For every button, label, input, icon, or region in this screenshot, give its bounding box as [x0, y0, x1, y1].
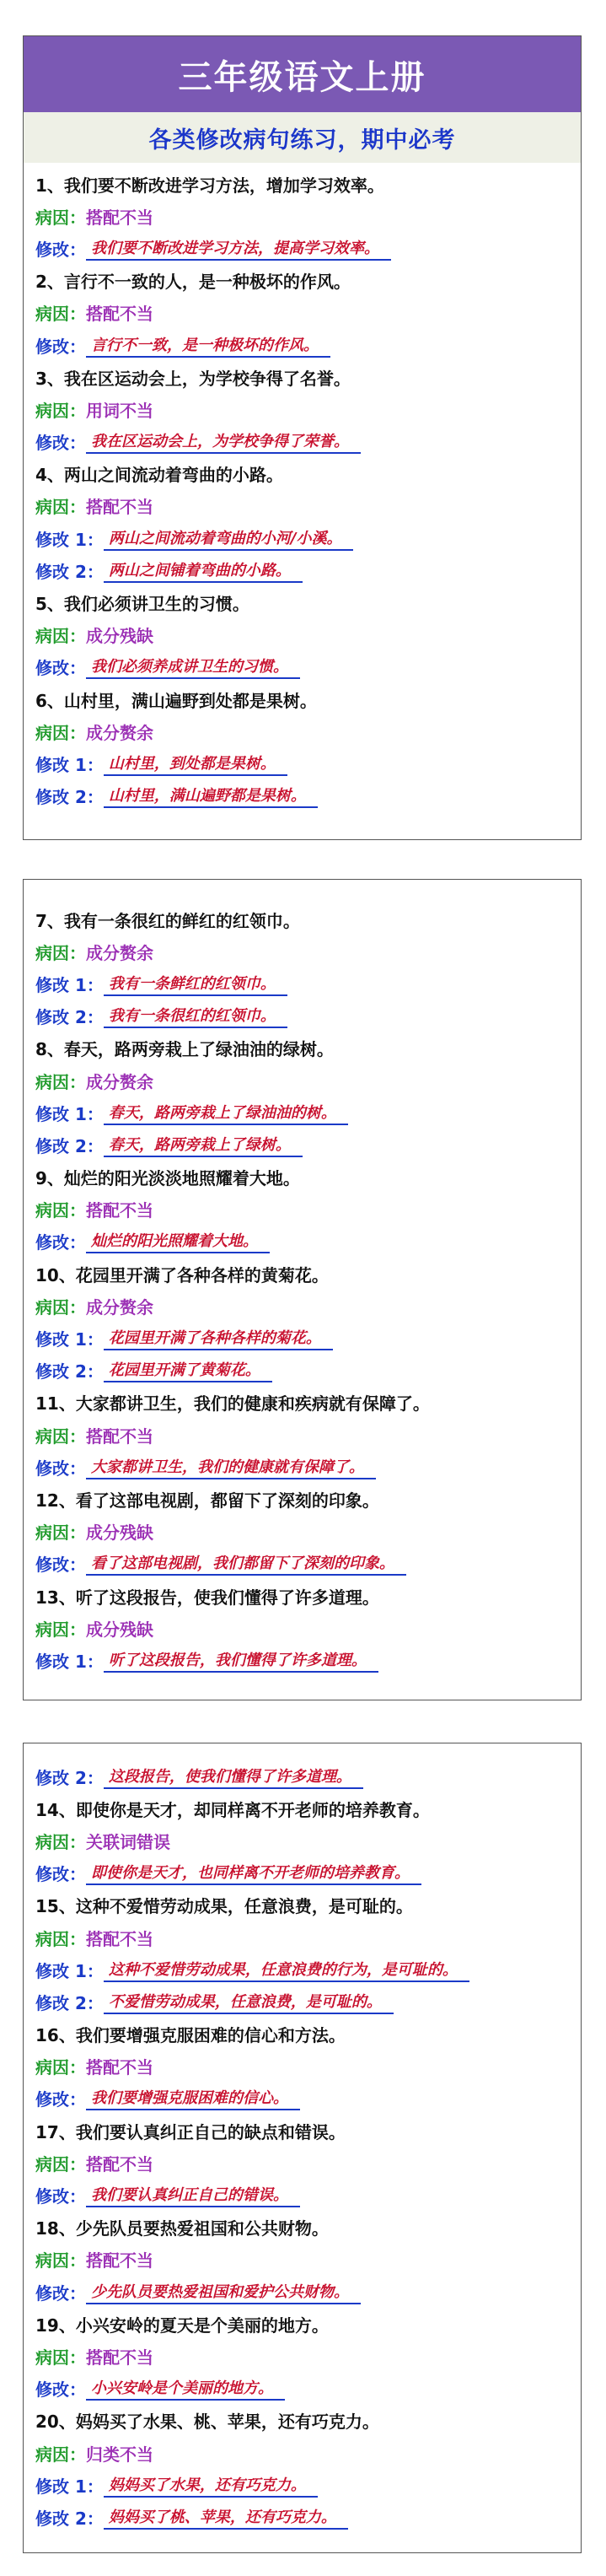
correction-label: 修改 1：	[35, 1103, 104, 1124]
correction-text: 我们必须养成讲卫生的习惯。	[86, 655, 300, 679]
question-line	[35, 1792, 581, 1824]
error-type-label: 病因：	[35, 2347, 86, 2368]
correction-label: 修改：	[35, 2089, 86, 2110]
correction-label: 修改 1：	[35, 1651, 104, 1672]
error-type-line	[35, 1824, 581, 1857]
correction-text: 言行不一致，是一种极坏的作风。	[86, 333, 330, 358]
correction-text: 山村里，到处都是果树。	[104, 752, 287, 776]
card-lines	[24, 880, 581, 1677]
question-text: 18、少先队员要热爱祖国和公共财物。	[35, 2218, 329, 2239]
question-line	[35, 683, 581, 715]
correction-line	[35, 1129, 581, 1161]
error-type-line	[35, 1419, 581, 1451]
error-type-value: 成分残缺	[86, 626, 153, 647]
error-type-line	[35, 2437, 581, 2469]
error-type-line	[35, 2244, 581, 2276]
question-text: 1、我们要不断改进学习方法，增加学习效率。	[35, 175, 384, 196]
correction-text: 大家都讲卫生，我们的健康就有保障了。	[86, 1455, 376, 1479]
question-text: 20、妈妈买了水果、桃、苹果，还有巧克力。	[35, 2412, 379, 2433]
error-type-value: 搭配不当	[86, 2153, 153, 2175]
question-line	[35, 361, 581, 393]
correction-text: 我们要不断改进学习方法，提高学习效率。	[86, 236, 391, 261]
error-type-line	[35, 2147, 581, 2179]
question-line	[35, 586, 581, 618]
error-type-line	[35, 200, 581, 232]
error-type-label: 病因：	[35, 207, 86, 228]
correction-line	[35, 1355, 581, 1387]
error-type-value: 成分残缺	[86, 1619, 153, 1640]
error-type-label: 病因：	[35, 1928, 86, 1949]
correction-line	[35, 1226, 581, 1258]
error-type-value: 搭配不当	[86, 1200, 153, 1221]
correction-text: 少先队员要热爱祖国和爱护公共财物。	[86, 2280, 361, 2304]
correction-text: 听了这段报告，我们懂得了许多道理。	[104, 1648, 378, 1673]
correction-line	[35, 1097, 581, 1129]
correction-label: 修改：	[35, 433, 86, 454]
question-text: 3、我在区运动会上，为学校争得了名誉。	[35, 368, 351, 389]
error-type-label: 病因：	[35, 722, 86, 743]
correction-line	[35, 747, 581, 779]
question-text: 7、我有一条很红的鲜红的红领巾。	[35, 910, 300, 931]
subtitle-bar	[24, 112, 581, 163]
correction-line	[35, 554, 581, 586]
error-type-line	[35, 935, 581, 967]
page-title: 三年级语文上册	[178, 57, 426, 97]
error-type-value: 成分赘余	[86, 1071, 153, 1092]
question-text: 12、看了这部电视剧，都留下了深刻的印象。	[35, 1490, 379, 1511]
error-type-line	[35, 619, 581, 651]
correction-label: 修改 1：	[35, 754, 104, 775]
question-text: 2、言行不一致的人，是一种极坏的作风。	[35, 272, 351, 293]
correction-line	[35, 2373, 581, 2405]
error-type-value: 搭配不当	[86, 207, 153, 228]
question-text: 8、春天，路两旁栽上了绿油油的绿树。	[35, 1039, 334, 1060]
error-type-value: 归类不当	[86, 2444, 153, 2465]
correction-text: 我们要增强克服困难的信心。	[86, 2086, 300, 2110]
error-type-label: 病因：	[35, 626, 86, 647]
error-type-label: 病因：	[35, 1071, 86, 1092]
correction-text: 我有一条很红的红领巾。	[104, 1004, 287, 1028]
error-type-value: 搭配不当	[86, 1425, 153, 1447]
correction-text: 小兴安岭是个美丽的地方。	[86, 2376, 285, 2401]
correction-line	[35, 1857, 581, 1889]
error-type-label: 病因：	[35, 400, 86, 421]
question-text: 11、大家都讲卫生，我们的健康和疾病就有保障了。	[35, 1393, 430, 1415]
correction-text: 即使你是天才，也同样离不开老师的培养教育。	[86, 1861, 421, 1885]
question-text: 16、我们要增强克服困难的信心和方法。	[35, 2025, 346, 2046]
question-line	[35, 1032, 581, 1064]
correction-line	[35, 1954, 581, 1986]
correction-line	[35, 2179, 581, 2211]
question-line	[35, 265, 581, 297]
question-text: 10、花园里开满了各种各样的黄菊花。	[35, 1264, 329, 1285]
error-type-label: 病因：	[35, 2250, 86, 2272]
correction-text: 我有一条鲜红的红领巾。	[104, 972, 287, 996]
worksheet-card-3	[23, 1743, 582, 2553]
correction-line	[35, 1986, 581, 2018]
correction-label: 修改：	[35, 1864, 86, 1885]
correction-text: 春天，路两旁栽上了绿树。	[104, 1133, 303, 1157]
correction-line	[35, 232, 581, 264]
question-text: 5、我们必须讲卫生的习惯。	[35, 594, 249, 615]
question-line	[35, 2212, 581, 2244]
question-line	[35, 2018, 581, 2051]
error-type-label: 病因：	[35, 1619, 86, 1640]
error-type-label: 病因：	[35, 1200, 86, 1221]
correction-line	[35, 1644, 581, 1676]
correction-text: 两山之间流动着弯曲的小河/小溪。	[104, 526, 354, 551]
correction-label: 修改 2：	[35, 1992, 104, 2013]
correction-label: 修改 1：	[35, 529, 104, 550]
error-type-line	[35, 2051, 581, 2083]
question-text: 13、听了这段报告，使我们懂得了许多道理。	[35, 1587, 379, 1608]
error-type-line	[35, 490, 581, 522]
worksheet-card-1	[23, 35, 582, 840]
correction-text: 山村里，满山遍野都是果树。	[104, 784, 318, 808]
correction-label: 修改 2：	[35, 1361, 104, 1382]
correction-text: 我们要认真纠正自己的错误。	[86, 2183, 300, 2207]
question-line	[35, 2308, 581, 2340]
correction-label: 修改：	[35, 1458, 86, 1479]
correction-text: 这种不爱惜劳动成果，任意浪费的行为，是可耻的。	[104, 1958, 469, 1982]
question-line	[35, 2405, 581, 2437]
error-type-line	[35, 2340, 581, 2372]
correction-label: 修改 2：	[35, 1007, 104, 1028]
correction-line	[35, 329, 581, 361]
correction-line	[35, 2501, 581, 2533]
question-line	[35, 168, 581, 200]
worksheet-card-2	[23, 879, 582, 1700]
question-text: 19、小兴安岭的夏天是个美丽的地方。	[35, 2315, 329, 2336]
error-type-value: 成分赘余	[86, 722, 153, 743]
question-line	[35, 1258, 581, 1290]
question-text: 15、这种不爱惜劳动成果，任意浪费，是可耻的。	[35, 1896, 413, 1917]
error-type-line	[35, 393, 581, 425]
error-type-line	[35, 1290, 581, 1322]
correction-label: 修改：	[35, 336, 86, 357]
error-type-label: 病因：	[35, 1296, 86, 1318]
question-text: 14、即使你是天才，却同样离不开老师的培养教育。	[35, 1799, 430, 1820]
error-type-line	[35, 1194, 581, 1226]
correction-line	[35, 2083, 581, 2115]
correction-line	[35, 1760, 581, 1792]
question-text: 6、山村里，满山遍野到处都是果树。	[35, 690, 317, 711]
question-text: 17、我们要认真纠正自己的缺点和错误。	[35, 2121, 346, 2142]
correction-line	[35, 967, 581, 1000]
card-lines	[24, 1743, 581, 2534]
correction-label: 修改：	[35, 239, 86, 260]
error-type-value: 成分赘余	[86, 1296, 153, 1318]
error-type-label: 病因：	[35, 2153, 86, 2175]
question-line	[35, 903, 581, 935]
correction-label: 修改：	[35, 1555, 86, 1576]
correction-line	[35, 1548, 581, 1580]
error-type-label: 病因：	[35, 2444, 86, 2465]
correction-line	[35, 651, 581, 683]
correction-line	[35, 1451, 581, 1483]
correction-text: 花园里开满了黄菊花。	[104, 1358, 272, 1382]
correction-text: 妈妈买了水果，还有巧克力。	[104, 2473, 318, 2498]
error-type-label: 病因：	[35, 1831, 86, 1852]
error-type-value: 关联词错误	[86, 1831, 170, 1852]
correction-text: 我在区运动会上，为学校争得了荣誉。	[86, 429, 361, 454]
question-line	[35, 458, 581, 490]
error-type-line	[35, 1612, 581, 1644]
error-type-label: 病因：	[35, 1522, 86, 1544]
correction-label: 修改：	[35, 658, 86, 679]
correction-text: 灿烂的阳光照耀着大地。	[86, 1229, 270, 1253]
error-type-value: 用词不当	[86, 400, 153, 421]
correction-line	[35, 1322, 581, 1354]
correction-line	[35, 426, 581, 458]
error-type-line	[35, 1516, 581, 1548]
error-type-label: 病因：	[35, 2057, 86, 2078]
correction-label: 修改 2：	[35, 2508, 104, 2529]
correction-label: 修改 2：	[35, 561, 104, 582]
error-type-value: 搭配不当	[86, 304, 153, 325]
error-type-line	[35, 297, 581, 329]
question-line	[35, 1889, 581, 1921]
question-text: 4、两山之间流动着弯曲的小路。	[35, 465, 283, 486]
correction-text: 两山之间铺着弯曲的小路。	[104, 558, 303, 583]
correction-text: 这段报告，使我们懂得了许多道理。	[104, 1765, 363, 1789]
question-line	[35, 1161, 581, 1194]
question-line	[35, 1387, 581, 1419]
correction-line	[35, 2469, 581, 2501]
correction-label: 修改 2：	[35, 787, 104, 808]
error-type-value: 搭配不当	[86, 1928, 153, 1949]
error-type-line	[35, 1064, 581, 1097]
correction-label: 修改 1：	[35, 974, 104, 995]
error-type-label: 病因：	[35, 942, 86, 963]
correction-label: 修改：	[35, 2186, 86, 2207]
correction-label: 修改：	[35, 2379, 86, 2401]
error-type-line	[35, 715, 581, 747]
correction-label: 修改 1：	[35, 1960, 104, 1981]
correction-text: 看了这部电视剧，我们都留下了深刻的印象。	[86, 1551, 406, 1576]
error-type-label: 病因：	[35, 497, 86, 518]
question-text: 9、灿烂的阳光淡淡地照耀着大地。	[35, 1168, 300, 1189]
correction-label: 修改：	[35, 1232, 86, 1253]
error-type-value: 搭配不当	[86, 2250, 153, 2272]
question-line	[35, 2115, 581, 2147]
correction-text: 花园里开满了各种各样的菊花。	[104, 1326, 333, 1350]
question-line	[35, 1580, 581, 1612]
error-type-value: 成分残缺	[86, 1522, 153, 1544]
correction-line	[35, 1000, 581, 1032]
error-type-value: 搭配不当	[86, 2347, 153, 2368]
correction-line	[35, 780, 581, 812]
error-type-value: 搭配不当	[86, 2057, 153, 2078]
correction-label: 修改 1：	[35, 2476, 104, 2497]
correction-label: 修改 2：	[35, 1135, 104, 1156]
card-lines	[24, 163, 581, 812]
correction-text: 春天，路两旁栽上了绿油油的树。	[104, 1101, 348, 1125]
title-banner	[24, 36, 581, 112]
page-subtitle: 各类修改病句练习，期中必考	[148, 127, 456, 154]
question-line	[35, 1483, 581, 1515]
correction-label: 修改：	[35, 2282, 86, 2304]
error-type-label: 病因：	[35, 304, 86, 325]
correction-label: 修改 1：	[35, 1329, 104, 1350]
error-type-value: 成分赘余	[86, 942, 153, 963]
correction-line	[35, 522, 581, 554]
error-type-line	[35, 1921, 581, 1954]
correction-text: 妈妈买了桃、苹果，还有巧克力。	[104, 2505, 348, 2530]
error-type-label: 病因：	[35, 1425, 86, 1447]
correction-line	[35, 2276, 581, 2308]
correction-label: 修改 2：	[35, 1767, 104, 1788]
correction-text: 不爱惜劳动成果，任意浪费，是可耻的。	[104, 1990, 394, 2014]
error-type-value: 搭配不当	[86, 497, 153, 518]
